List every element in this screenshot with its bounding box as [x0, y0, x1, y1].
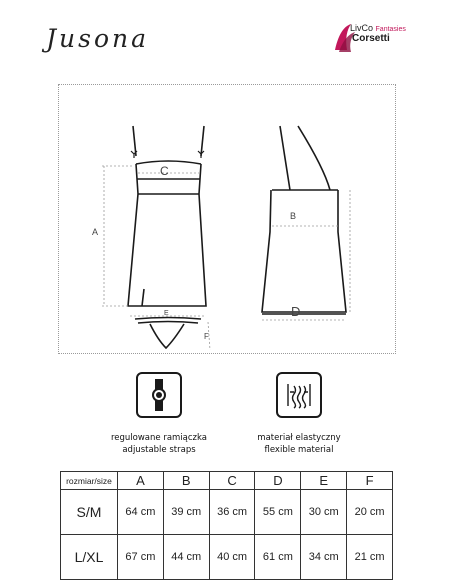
- column-header: D: [255, 472, 301, 490]
- feature-label-pl: materiał elastyczny: [257, 433, 341, 443]
- size-label: S/M: [61, 490, 118, 535]
- feature-label-en: flexible material: [264, 445, 334, 455]
- table-cell: 30 cm: [301, 490, 347, 535]
- table-row: [61, 490, 393, 535]
- table-cell: 55 cm: [255, 490, 301, 535]
- dimension-label-b: B: [290, 211, 297, 221]
- table-cell: 20 cm: [347, 490, 393, 535]
- table-cell: 39 cm: [163, 490, 209, 535]
- feature-label-en: adjustable straps: [122, 445, 196, 455]
- logo-top-text: LivCo Fantasies: [350, 23, 406, 33]
- column-header: B: [163, 472, 209, 490]
- feature-label-pl: regulowane ramiączka: [110, 433, 208, 443]
- table-cell: 64 cm: [118, 490, 164, 535]
- table-cell: 34 cm: [301, 535, 347, 580]
- dimension-label-f: F: [204, 332, 209, 341]
- column-header: C: [209, 472, 255, 490]
- feature-adjustable-straps: [110, 432, 208, 456]
- logo-bottom-text: Corsetti: [352, 33, 390, 44]
- dimension-label-e: E: [164, 310, 169, 317]
- column-header: E: [301, 472, 347, 490]
- garment-diagram: [58, 84, 396, 354]
- dimension-label-a: A: [92, 227, 99, 237]
- size-table-header: [61, 472, 393, 490]
- column-header: F: [347, 472, 393, 490]
- table-row: [61, 535, 393, 580]
- table-cell: 44 cm: [163, 535, 209, 580]
- column-header: A: [118, 472, 164, 490]
- size-table-corner: rozmiar/size: [61, 472, 118, 490]
- strap-bows: [131, 151, 204, 158]
- adjustable-strap-icon: [136, 372, 182, 418]
- size-table: [60, 471, 393, 580]
- table-cell: 61 cm: [255, 535, 301, 580]
- feature-flexible-material: [250, 432, 348, 456]
- size-label: L/XL: [61, 535, 118, 580]
- table-cell: 36 cm: [209, 490, 255, 535]
- table-cell: 67 cm: [118, 535, 164, 580]
- dimension-label-d: D: [291, 304, 301, 319]
- table-cell: 40 cm: [209, 535, 255, 580]
- table-cell: 21 cm: [347, 535, 393, 580]
- back-view: [262, 126, 346, 314]
- product-name: Jusona: [46, 24, 150, 53]
- flexible-material-icon: [276, 372, 322, 418]
- dimension-label-c: C: [160, 164, 169, 178]
